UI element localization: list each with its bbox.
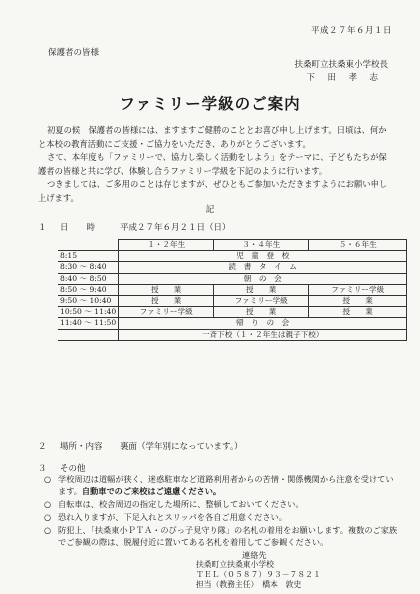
sender-school: 扶桑町立扶桑東小学校長: [294, 60, 388, 70]
schedule-cell: 授 業: [309, 307, 407, 318]
document-date: 平成２７年６月１日: [310, 26, 392, 36]
bullet-mark: ○: [44, 525, 52, 535]
schedule-cell: 授 業: [309, 296, 407, 307]
schedule-cell: ファミリー学級: [309, 284, 407, 295]
section-label: 日時: [60, 223, 114, 233]
notice-item: [44, 525, 398, 549]
schedule-activity: 朝 の 会: [119, 273, 407, 284]
section-label: その他: [60, 464, 86, 474]
schedule-table: [58, 239, 407, 341]
bullet-mark: ○: [44, 499, 52, 509]
schedule-cell: 授 業: [214, 307, 309, 318]
notice-text: 学校周辺は道幅が狭く、迷惑駐車など道路利用者からの苦情・関係機関から注意を受けています。: [58, 474, 394, 496]
section-location: [38, 440, 243, 452]
notice-item: [44, 474, 398, 498]
schedule-time: 10:50 ～ 11:40: [58, 307, 119, 318]
intro-paragraph-1: 初夏の候 保護者の皆様には、ますますご健勝のこととお喜び申し上げます。日頃は、何かと本校の教育活動にご支援・ご協力をいただき、ありがとうございます。: [38, 125, 387, 149]
schedule-cell: 授 業: [214, 284, 309, 295]
schedule-row: [58, 329, 407, 340]
addressee: 保護者の皆様: [48, 48, 100, 58]
schedule-time: 8:50 ～ 9:40: [58, 284, 119, 295]
section-number: ３: [38, 464, 47, 474]
notice-text: 恐れ入りますが、下足入れとスリッパを各自ご用意ください。: [58, 512, 287, 522]
grade-header: ３・４年生: [214, 240, 309, 251]
section-other: [38, 462, 86, 474]
schedule-cell: ファミリー学級: [214, 296, 309, 307]
contact-person: 担当（教務主任） 橋本 敦史: [196, 580, 302, 589]
schedule-activity: 児 童 登 校: [119, 251, 407, 262]
schedule-activity: 読 書 タ イ ム: [119, 262, 407, 273]
schedule-time: [58, 329, 119, 340]
notice-item: [44, 512, 398, 524]
schedule-cell: ファミリー学級: [119, 307, 214, 318]
schedule-cell: 授 業: [119, 296, 214, 307]
notice-text: 防犯上、「扶桑東小ＰＴＡ・のびっ子見守り隊」の名札の着用をお願いします。複数のご家族でご参観の際は、脱履付近に置いてある名札を着用してご参観ください。: [58, 525, 398, 547]
contact-tel: ＴＥＬ（０５８７）９３－７８２１: [196, 570, 321, 579]
grade-header: ５・６年生: [309, 240, 407, 251]
notice-item: [44, 499, 398, 511]
schedule-activity: 一斉下校（１・２年生は親子下校）: [119, 329, 407, 340]
section-datetime: [38, 221, 231, 233]
contact-heading: 連絡先: [242, 550, 267, 560]
schedule-corner: [58, 240, 119, 251]
event-date: 平成２７年６月２１日（日）: [120, 223, 231, 233]
notice-text: 自転車は、校舎周辺の指定した場所に、整頓しておいてください。: [58, 499, 304, 509]
notice-emphasis: 自動車でのご来校はご遠慮ください。: [81, 485, 222, 496]
contact-school: 扶桑町立扶桑東小学校: [196, 560, 274, 569]
schedule-header-row: [58, 240, 407, 251]
sender-name: 下 田 孝 志: [306, 73, 380, 83]
document-title: ファミリー学級のご案内: [119, 95, 301, 113]
contact-details: [196, 560, 321, 590]
section-number: ２: [38, 442, 47, 452]
schedule-cell: 授 業: [119, 284, 214, 295]
bullet-mark: ○: [44, 474, 52, 484]
schedule-row: [58, 262, 407, 273]
bullet-mark: ○: [44, 512, 52, 522]
schedule-activity: 帰 り の 会: [119, 318, 407, 329]
ki-marker: 記: [205, 205, 215, 215]
schedule-time: 8:40 ～ 8:50: [58, 273, 119, 284]
section-number: １: [38, 223, 47, 233]
location-content: 裏面（学年別になっています。）: [120, 442, 243, 452]
schedule-row: [58, 318, 407, 329]
schedule-row: [58, 307, 407, 318]
intro-paragraph-3: つきましては、ご多用のことは存じますが、ぜひともご参加いただきますようにお願い申し上げます。: [38, 179, 388, 203]
schedule-row: [58, 284, 407, 295]
schedule-time: 11:40 ～ 11:50: [58, 318, 119, 329]
schedule-row: [58, 273, 407, 284]
schedule-time: 9:50 ～ 10:40: [58, 296, 119, 307]
section-label: 場所・内容: [60, 442, 103, 452]
schedule-row: [58, 296, 407, 307]
intro-paragraph-2: さて、本年度も「ファミリーで、協力し楽しく活動をしよう」をテーマに、子どもたちが保護者の皆様と共に学び、体験し合うファミリー学級を下記のように行います。: [38, 152, 387, 176]
schedule-time: 8:30 ～ 8:40: [58, 262, 119, 273]
grade-header: １・２年生: [119, 240, 214, 251]
schedule-row: [58, 251, 407, 262]
schedule-time: 8:15: [58, 251, 119, 262]
